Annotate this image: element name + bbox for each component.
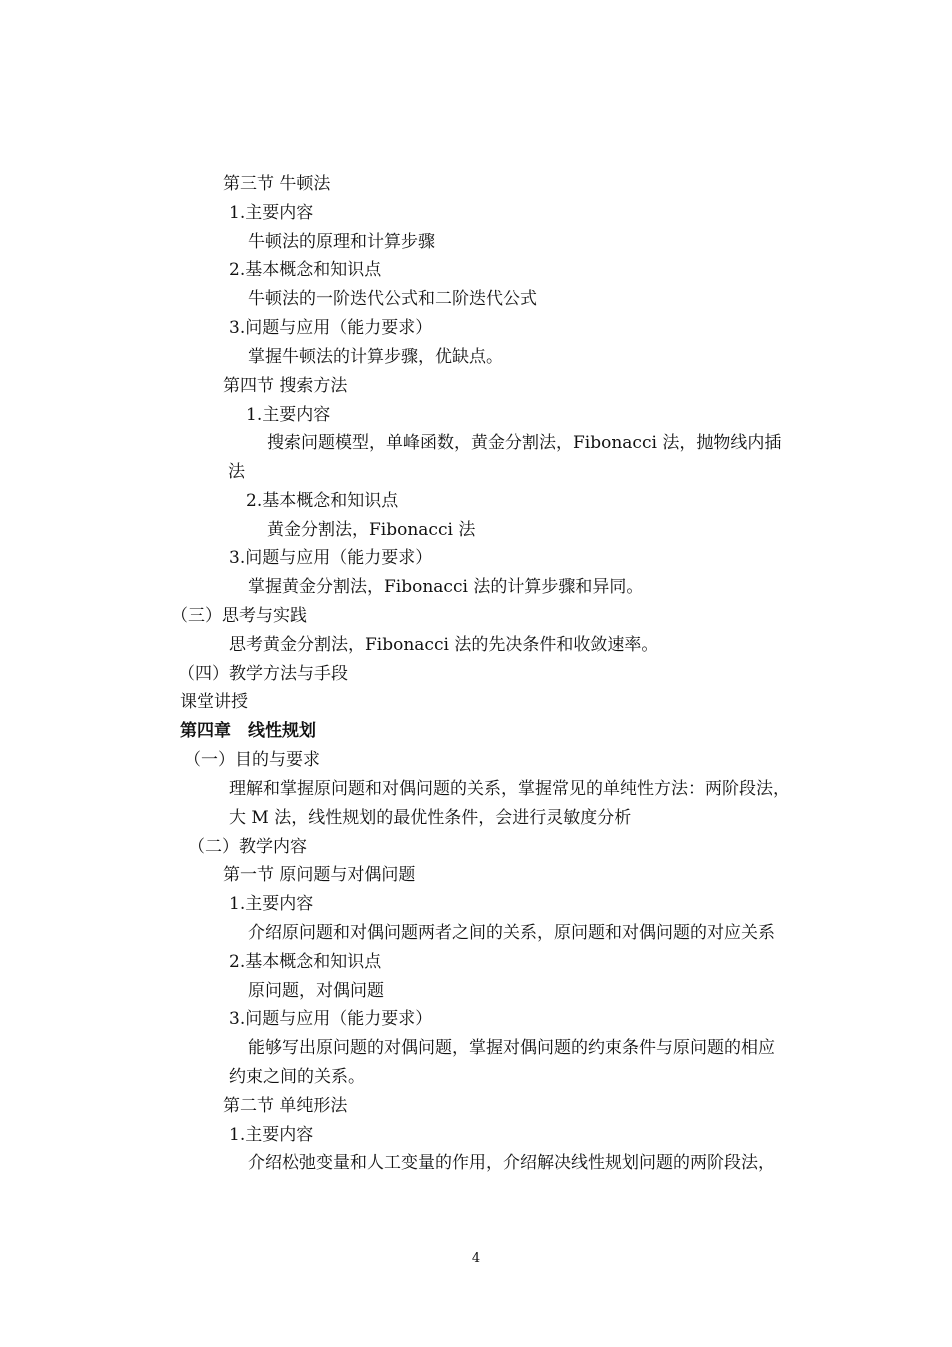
body-text: 约束之间的关系。 — [229, 1067, 365, 1087]
part-heading: （一）目的与要求 — [184, 750, 320, 770]
page-number: 4 — [471, 1251, 481, 1266]
body-text: 课堂讲授 — [180, 692, 248, 712]
chapter-title: 第四章 线性规划 — [180, 721, 316, 741]
subheading: 2.基本概念和知识点 — [229, 260, 382, 280]
subheading: 2.基本概念和知识点 — [229, 952, 382, 972]
section-heading: 第四节 搜索方法 — [223, 376, 348, 396]
body-text: 能够写出原问题的对偶问题，掌握对偶问题的约束条件与原问题的相应 — [248, 1038, 775, 1058]
part-heading: （四）教学方法与手段 — [178, 664, 348, 684]
body-text: 搜索问题模型，单峰函数，黄金分割法，Fibonacci 法，抛物线内插 — [267, 433, 782, 453]
subheading: 1.主要内容 — [229, 894, 314, 914]
body-text: 黄金分割法，Fibonacci 法 — [267, 520, 476, 540]
body-text: 掌握牛顿法的计算步骤，优缺点。 — [248, 347, 503, 367]
subheading: 1.主要内容 — [229, 1125, 314, 1145]
body-text: 大 M 法，线性规划的最优性条件，会进行灵敏度分析 — [229, 808, 632, 828]
subheading: 1.主要内容 — [229, 203, 314, 223]
body-text: 法 — [228, 462, 245, 482]
body-text: 理解和掌握原问题和对偶问题的关系，掌握常见的单纯性方法：两阶段法， — [229, 779, 790, 799]
body-text: 掌握黄金分割法，Fibonacci 法的计算步骤和异同。 — [248, 577, 644, 597]
part-heading: （二）教学内容 — [188, 837, 307, 857]
subheading: 1.主要内容 — [246, 405, 331, 425]
section-heading: 第二节 单纯形法 — [223, 1096, 348, 1116]
body-text: 牛顿法的原理和计算步骤 — [248, 232, 435, 252]
section-heading: 第一节 原问题与对偶问题 — [223, 865, 416, 885]
body-text: 思考黄金分割法，Fibonacci 法的先决条件和收敛速率。 — [229, 635, 659, 655]
body-text: 介绍原问题和对偶问题两者之间的关系，原问题和对偶问题的对应关系 — [248, 923, 775, 943]
subheading: 3.问题与应用（能力要求） — [229, 548, 433, 568]
body-text: 原问题，对偶问题 — [248, 981, 384, 1001]
part-heading: （三）思考与实践 — [171, 606, 307, 626]
subheading: 2.基本概念和知识点 — [246, 491, 399, 511]
subheading: 3.问题与应用（能力要求） — [229, 318, 433, 338]
body-text: 牛顿法的一阶迭代公式和二阶迭代公式 — [248, 289, 537, 309]
body-text: 介绍松弛变量和人工变量的作用，介绍解决线性规划问题的两阶段法， — [248, 1153, 775, 1173]
subheading: 3.问题与应用（能力要求） — [229, 1009, 433, 1029]
section-heading: 第三节 牛顿法 — [223, 174, 331, 194]
